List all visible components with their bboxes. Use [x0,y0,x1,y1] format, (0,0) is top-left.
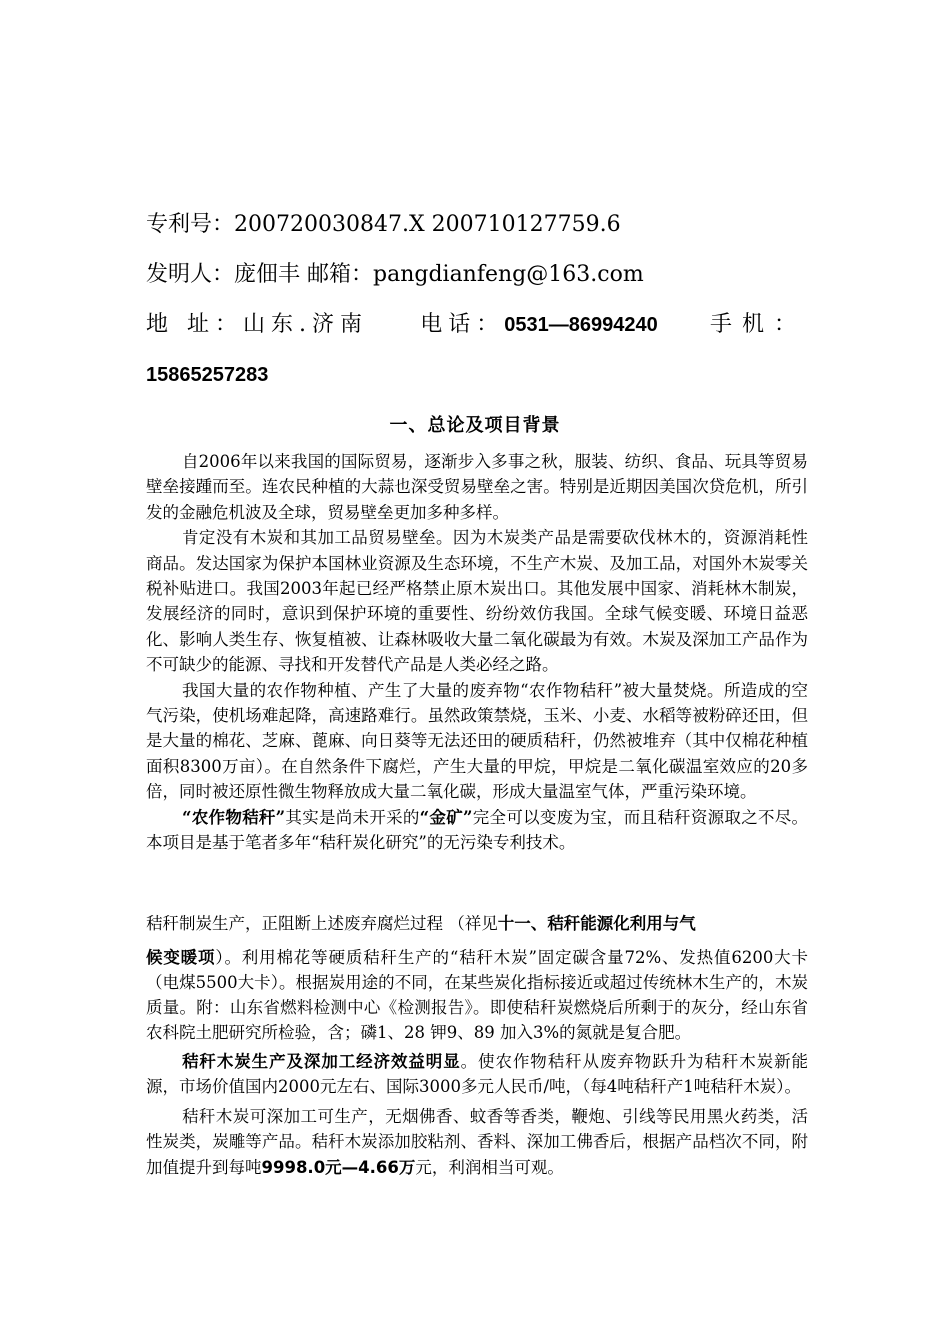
section-title: 一、总论及项目背景 [389,415,561,436]
paragraph-7-text: 。使农作物秸秆从废弃物跃升为秸秆木炭新能源，市场价值国内2000元左右、国际3000多元人民币/吨，（每4吨秸秆产1吨秸秆木炭）。 [146,1052,809,1097]
paragraph-6-text: ）。利用棉花等硬质秸秆生产的“秸秆木炭”固定碳含量72%、发热值6200大卡（电煤5500大卡）。根据炭用途的不同，在某些炭化指标接近或超过传统林木生产的，木炭质量。附：山东省燃料检测中心《检测报告》。即使秸秆炭燃烧后所剩于的灰分，经山东省农科院土肥研究所检验，含；磷1、28 钾9、89 加入3%的氮就是复合肥。 [146,948,808,1042]
paragraph-2: 肯定没有木炭和其加工品贸易壁垒。因为木炭类产品是需要砍伐林木的，资源消耗性商品。发达国家为保护本国林业资源及生态环境，不生产木炭、及加工品，对国外木炭零关税补贴进口。我国2003年起已经严格禁止原木炭出口。其他发展中国家、消耗林木制炭，发展经济的同时，意识到保护环境的重要性、纷纷效仿我国。全球气候变暖、环境日益恶化、影响人类生存、恢复植被、让森林吸收大量二氧化碳最为有效。木炭及深加工产品作为不可缺少的能源、寻找和开发替代产品是人类必经之路。 [146,528,808,675]
paragraph-5-text: 秸秆制炭生产，正阻断上述废弃腐烂过程 （祥见 [146,914,498,933]
economic-benefit-heading: 秸秆木炭生产及深加工经济效益明显 [182,1052,461,1071]
paragraph-6 [146,945,808,1045]
phone-group [420,310,658,340]
highlight-gold-mine: “金矿” [419,807,473,827]
paragraph-8-text-a: 秸秆木炭可深加工可生产，无烟佛香、蚊香等香类，鞭炮、引线等民用黑火药类，活性炭类，炭雕等产品。秸秆木炭添加胶粘剂、香料、深加工佛香后，根据产品档次不同，附加值提升到每吨 [146,1106,808,1177]
paragraph-5 [146,911,808,936]
highlight-straw: “农作物秸秆” [182,807,286,827]
paragraph-1: 自2006年以来我国的国际贸易，逐渐步入多事之秋，服装、纺织、食品、玩具等贸易壁垒接踵而至。连农民种植的大蒜也深受贸易壁垒之害。特别是近期因美国次贷危机，所引发的金融危机波及全球，贸易壁垒更加多种多样。 [146,452,808,522]
section-reference: 十一、秸秆能源化利用与气 [497,914,696,933]
paragraph-8-text-b: 元，利润相当可观。 [415,1157,564,1177]
contact-line [146,310,806,340]
inventor-email: 发明人：庞佃丰 邮箱：pangdianfeng@163.com [146,262,644,287]
phone-label: 电话： [420,312,505,337]
paragraph-4 [146,805,808,856]
patent-number: 专利号：200720030847.X 200710127759.6 [146,212,621,237]
paragraph-4-text-a: 其实是尚未开采的 [285,807,420,827]
mobile-label: 手机： [709,312,806,337]
address-label: 地 址：山东.济南 [146,312,368,337]
value-range: 9998.0元—4.66万 [261,1157,416,1177]
paragraph-7 [146,1049,808,1100]
phone-number: 0531—86994240 [504,314,658,336]
body-block-1 [146,449,808,856]
paragraph-3: 我国大量的农作物种植、产生了大量的废弃物“农作物秸秆”被大量焚烧。所造成的空气污染，使机场难起降，高速路难行。虽然政策禁烧，玉米、小麦、水稻等被粉碎还田，但是大量的棉花、芝麻、蓖麻、向日葵等无法还田的硬质秸秆，仍然被堆弃（其中仅棉花种植面积8300万亩）。在自然条件下腐烂，产生大量的甲烷，甲烷是二氧化碳温室效应的20多倍，同时被还原性微生物释放成大量二氧化碳，形成大量温室气体，严重污染环境。 [146,680,808,802]
mobile-number: 15865257283 [146,364,269,386]
paragraph-4-text-b: 完全可以变废为宝，而且秸秆资源取之不尽。本项目是基于笔者多年“秸秆炭化研究”的无污染专利技术。 [146,807,809,853]
section-reference-end: 候变暖项 [146,948,216,967]
paragraph-8 [146,1104,808,1180]
body-block-2 [146,945,808,1180]
